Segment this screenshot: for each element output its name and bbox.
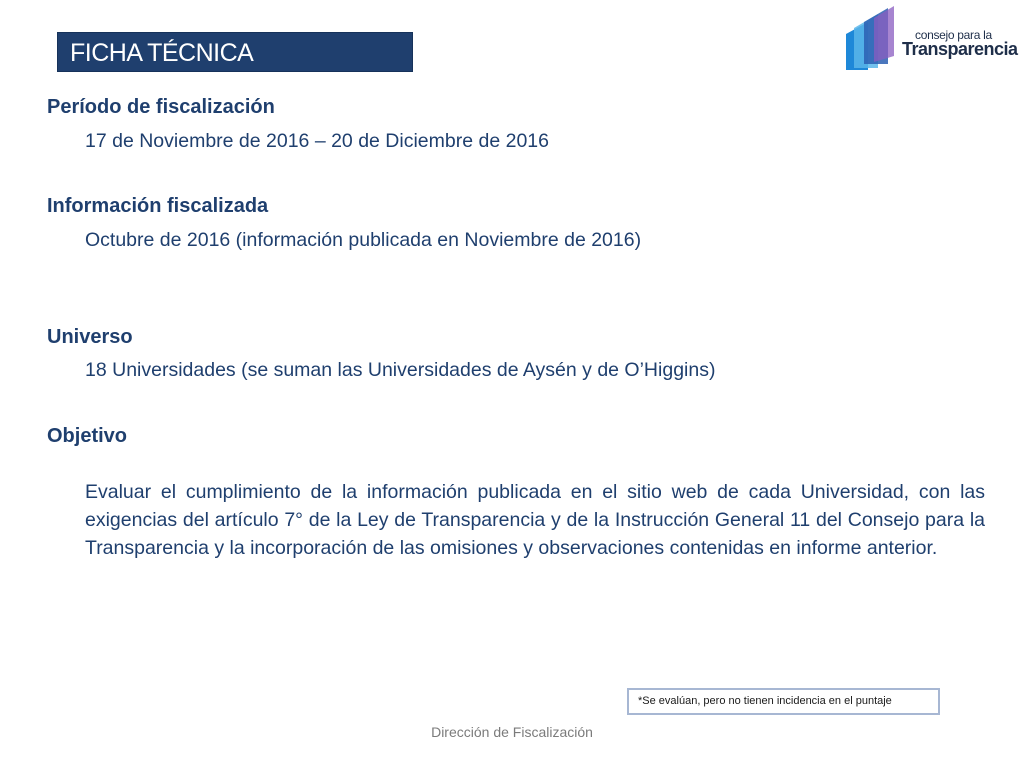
footer-text: Dirección de Fiscalización [431, 724, 593, 740]
book-pages-icon [844, 6, 908, 72]
logo [844, 6, 1020, 72]
logo-text-line2: Transparencia [902, 39, 1018, 59]
text-universo: 18 Universidades (se suman las Universidades de Aysén y de O’Higgins) [85, 359, 716, 381]
heading-informacion: Información fiscalizada [47, 195, 269, 217]
logo-text-line1: consejo para la [915, 28, 992, 42]
title-bar [57, 32, 413, 72]
text-informacion: Octubre de 2016 (información publicada en Noviembre de 2016) [85, 229, 642, 251]
heading-objetivo: Objetivo [47, 425, 128, 447]
text-periodo: 17 de Noviembre de 2016 – 20 de Diciembre de 2016 [85, 130, 549, 152]
page-title: FICHA TÉCNICA [70, 39, 254, 67]
text-objetivo: Evaluar el cumplimiento de la información publicada en el sitio web de cada Universidad, con las exigencias del artículo 7° de la Ley de Transparencia y de la Instrucción General 11 del Consejo para la Transparencia y la incorporación de las omisiones y observaciones contenidas en informe anterior. [85, 481, 985, 559]
note-text: *Se evalúan, pero no tienen incidencia en el puntaje [638, 695, 892, 707]
heading-universo: Universo [47, 326, 133, 348]
note-box [627, 688, 940, 715]
heading-periodo: Período de fiscalización [47, 96, 275, 118]
